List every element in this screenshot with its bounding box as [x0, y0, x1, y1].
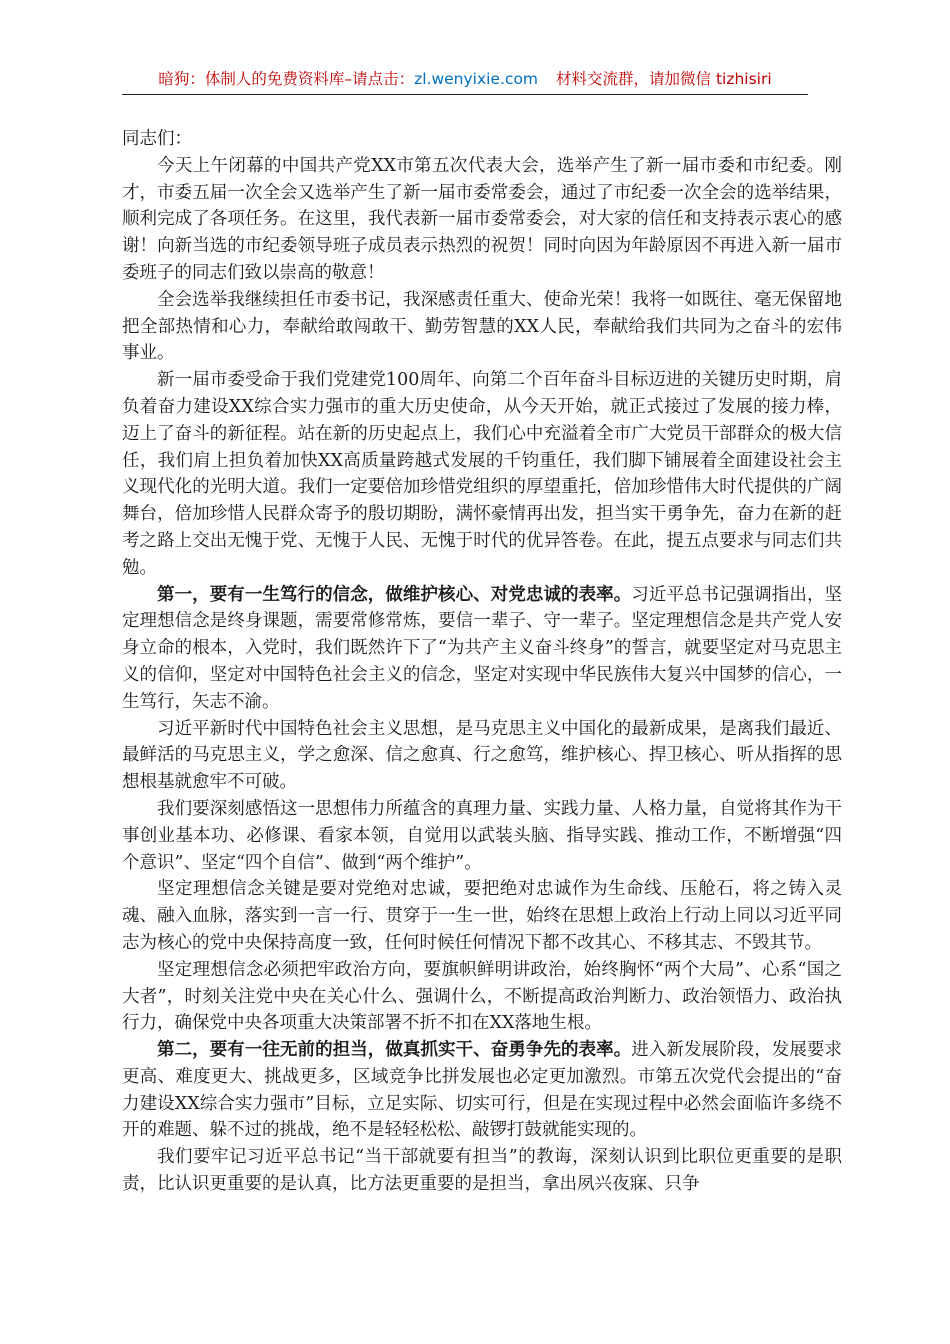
paragraph-4-text: 习近平总书记强调指出，坚定理想信念是终身课题，需要常修常炼，要信一辈子、守一辈子。坚定理想信念是共产党人安身立命的根本，入党时，我们既然许下了“为共产主义奋斗终身”的誓言，就要坚定对马克思主义的信仰，坚定对中国特色社会主义的信念，坚定对实现中华民族伟大复兴中国梦的信心，一生笃行，矢志不渝。: [122, 584, 843, 712]
paragraph-4: [122, 582, 842, 716]
paragraph-10: 我们要牢记习近平总书记“当干部就要有担当”的教诲，深刻认识到比职位更重要的是职责，比认识更重要的是认真，比方法更重要的是担当，拿出夙兴夜寐、只争: [122, 1147, 842, 1195]
header-wechat-note: 材料交流群，请加微信 tizhisiri: [556, 70, 772, 88]
paragraph-7: 坚定理想信念关键是要对党绝对忠诚，要把绝对忠诚作为生命线、压舱石，将之铸入灵魂、融入血脉，落实到一言一行、贯穿于一生一世，始终在思想上政治上行动上同以习近平同志为核心的党中央保持高度一致，任何时候任何情况下都不改其心、不移其志、不毁其节。: [122, 879, 842, 953]
paragraph-3: 新一届市委受命于我们党建党100周年、向第二个百年奋斗目标迈进的关键历史时期，肩负着奋力建设XX综合实力强市的重大历史使命，从今天开始，就正式接过了发展的接力棒，迈上了奋斗的新征程。站在新的历史起点上，我们心中充溢着全市广大党员干部群众的极大信任，我们肩上担负着加快XX高质量跨越式发展的千钧重任，我们脚下铺展着全面建设社会主义现代化的光明大道。我们一定要倍加珍惜党组织的厚望重托，倍加珍惜伟大时代提供的广阔舞台，倍加珍惜人民群众寄予的殷切期盼，满怀豪情再出发，担当实干勇争先，奋力在新的赶考之路上交出无愧于党、无愧于人民、无愧于时代的优异答卷。在此，提五点要求与同志们共勉。: [122, 370, 842, 578]
section-heading-2: 第二，要有一往无前的担当，做真抓实干、奋勇争先的表率。: [157, 1040, 632, 1061]
salutation: 同志们：: [122, 129, 192, 149]
page-header: [122, 64, 808, 95]
paragraph-2: 全会选举我继续担任市委书记，我深感责任重大、使命光荣！我将一如既往、毫无保留地把全部热情和心力，奉献给敢闯敢干、勤劳智慧的XX人民，奉献给我们共同为之奋斗的宏伟事业。: [122, 289, 842, 364]
header-click-prompt: –请点击：: [344, 70, 415, 88]
paragraph-8: 坚定理想信念必须把牢政治方向，要旗帜鲜明讲政治，始终胸怀“两个大局”、心系“国之大者”，时刻关注党中央在关心什么、强调什么，不断提高政治判断力、政治领悟力、政治执行力，确保党中央各项重大决策部署不折不扣在XX落地生根。: [122, 959, 842, 1034]
paragraph-9: [122, 1037, 842, 1144]
paragraph-5: 习近平新时代中国特色社会主义思想，是马克思主义中国化的最新成果，是离我们最近、最鲜活的马克思主义，学之愈深、信之愈真、行之愈笃，维护核心、捍卫核心、听从指挥的思想根基就愈牢不可破。: [122, 718, 842, 793]
section-heading-1: 第一，要有一生笃行的信念，做维护核心、对党忠诚的表率。: [157, 584, 632, 605]
header-link[interactable]: zl.wenyixie.com: [414, 70, 539, 88]
paragraph-9-text: 进入新发展阶段，发展要求更高、难度更大、挑战更多，区域竞争比拼发展也必定更加激烈。市第五次党代会提出的“奋力建设XX综合实力强市”目标，立足实际、切实可行，但是在实现过程中必然会面临许多绕不开的难题、躲不过的挑战，绝不是轻轻松松、敲锣打鼓就能实现的。: [122, 1040, 843, 1141]
header-brand: 暗狗：体制人的免费资料库: [158, 70, 345, 88]
document-body: [122, 126, 842, 1198]
paragraph-6: 我们要深刻感悟这一思想伟力所蕴含的真理力量、实践力量、人格力量，自觉将其作为干事创业基本功、必修课、看家本领，自觉用以武装头脑、指导实践、推动工作，不断增强“四个意识”、坚定“四个自信”、做到“两个维护”。: [122, 798, 842, 873]
paragraph-1: 今天上午闭幕的中国共产党XX市第五次代表大会，选举产生了新一届市委和市纪委。刚才，市委五届一次全会又选举产生了新一届市委常委会，通过了市纪委一次全会的选举结果，顺利完成了各项任务。在这里，我代表新一届市委常委会，对大家的信任和支持表示衷心的感谢！向新当选的市纪委领导班子成员表示热烈的祝贺！同时向因为年龄原因不再进入新一届市委班子的同志们致以崇高的敬意！: [122, 155, 842, 283]
